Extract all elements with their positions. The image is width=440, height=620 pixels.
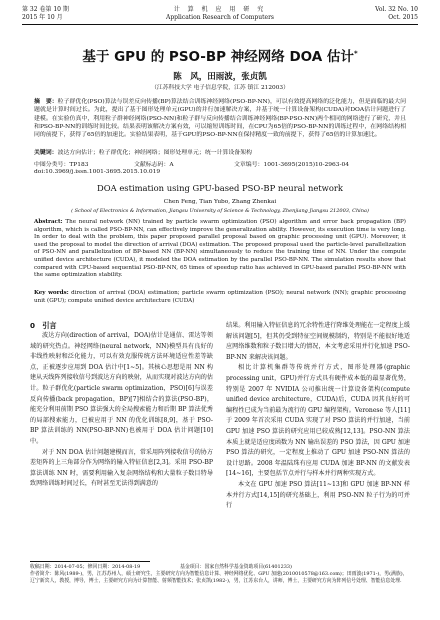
clc-number: 中图分类号：TP183 [34,162,89,168]
journal-header [22,6,418,28]
header-rule [22,24,418,25]
keywords-cn-text: 波达方向估计；粒子群优化；神经网络；图形处理单元；统一计算设备架构 [57,150,252,156]
paper-title-en: DOA estimation using GPU-based PSO-BP neural network [97,183,343,193]
abstract-en-text: The neural network (NN) trained by particle swarm optimization (PSO) algorithm and error back propagation (BP) algorithm, which is called PSO-BP-NN, can effectively improve the generalization ability. However, its execution time is very long. In order to deal with the problem, this paper proposed parallel proposal based on graphic processing unit (GPU). Moreover, it used the proposal to model the direction of arrival (DOA) estimation. The proposed proposal used the particle-level parallelization of PSO-NN and parallelization of BP-based NN (BP-NN) simultaneously to reduce the training time of NN. Under the compute unified device architecture (CUDA), it modeled the DOA estimation by the parallel PSO-BP-NN. The simulation results show that compared with CPU-based sequential PSO-BP-NN, 65 times of speedup ratio has achieved in GPU-based parallel PSO-BP-NN with the same optimization stability. [34,219,406,279]
received-date: 收稿日期：2014-07-05；修回日期：2014-08-19 [30,564,141,570]
abstract-cn-label: 摘 要： [34,98,58,105]
document-code: 文献标志码：A [134,162,174,168]
body-column-left [30,331,213,490]
keywords-cn-label: 关键词： [34,149,58,156]
author-bio: 作者简介：陈风(1989-)，男，江苏苏州人，硕士研究生，主要研究方向为智能信息计算、神经网络优化、GPU 加速(2010010578@163.com)；田雨波(1971-)，男(满族)，辽宁新宾人，教授，博导，博士，主要研究方向为计算智能、射频智能技术；张贞凯(1982-)，男，江苏东台人，讲师，博士，主要研究方向为阵列信号处理、智能信息处理. [30,571,408,584]
journal-name-en: Application Research of Computers [165,13,275,21]
journal-name [22,6,418,21]
body-paragraph: 对于 NN DOA 估计问题建模而言，常采用阵列接收信号的协方差矩阵的上三角部分作为网络的输入特征信息[2,3]。采用 PSO-BP 算法训练 NN 时，需要利用输入复杂网络结构和大量粒子数目特导致网络训练时间过长，有时甚至无法得到满意的 [30,448,213,488]
affiliation: （江苏科技大学 电子信息学院，江苏 镇江 212003） [151,85,289,91]
date-en: Oct. 2015 [388,13,418,21]
body-column-right [226,321,410,512]
keywords-en-label: Key words: [34,290,69,296]
authors-en: Chen Feng, Tian Yubo, Zhang Zhenkai [163,199,277,205]
footnote-meta [30,564,410,571]
abstract-cn [34,98,406,139]
body-paragraph: 结果。利用输入特征信息的冗余特性进行降维处理能在一定程度上缓解该问题[5]，但其仍受到特征空间规模制约，特别是不能很好地适应网络维数和粒子数目增大的情况，本文考虑采用并行化加速 PSO-BP-NN 来解决该问题。 [226,322,410,361]
paper-title [0,45,440,65]
abstract-en-label: Abstract: [34,219,63,225]
doi: doi:10.3969/j.issn.1001-3695.2015.10.019 [34,169,161,175]
body-paragraph: 相比计算机集群等传统并行方式，图形处理器(graphic processing unit，GPU)并行方式具有硬件成本低的最显著优势，特别是 2007 年 NVIDIA 公司推出统一计算设备架构(compute unified device architecture，CUDA)后，CUDA 因其良好的可编程性已成为当前最为流行的 GPU 编程架构。Veronese 等人[11]于 2009 年首次采用 CUDA 实现了对 PSO 算法的并行加速，当前 GPU 加速 PSO 算法的研究应用已较成熟[12,13]。PSO-NN 算法本质上就是适应度函数为 NN 输出误差的 PSO 算法，因 GPU 加速 PSO 算法的研究，一定程度上推动了 GPU 加速 PSO-NN 算法的设计思路。2008 年温陆珠有应用 CUDA 加速 BP-NN 的文献发表[14~16]，主要包括节点并行与样本并行两种实现方式。 [226,364,410,478]
abstract-cn-text: 粒子群优化(PSO)算法与误差反向传播(BP)算法结合训练神经网络(PSO-BP-NN)，可以有效提高网络的泛化能力，但是面临的最大问题就是计算时间过长。为此，提出了基于图形处理单元(GPU)的并行加速解决方案，并基于统一计算设备架构(CUDA)对DOA估计问题进行了建模。在实验仿真中，利用粒子群神经网络(PSO-NN)和粒子群与反向传播结合训练神经网络(BP-PSO-NN)两个相同的网络进行了研究，并且和PSO-BP-NN的训练时间比较。结果表明该解决方案有效，可以缩短训练时间，在CPU为65倍的PSO-BP-NN的训练过程中，在网络结构相同的前提下，获得了65倍的加速比。实验结果表明，基于GPU的PSO-BP-NN在保持精度一致的前提下，获得了65倍的计算加速比。 [34,99,407,139]
article-number: 文章编号：1001-3695(2015)10-2963-04 [234,162,349,168]
keywords-cn [34,149,406,157]
journal-name-cn: 计 算 机 应 用 研 究 [173,6,267,13]
keywords-en [34,290,406,305]
date-cn: 2015 年 10 月 [22,13,63,21]
authors: 陈 风，田雨波，张贞凯 [173,72,267,82]
section-heading: 0 引言 [30,321,57,330]
paper-title-text: 基于 GPU 的 PSO-BP 神经网络 DOA 估计 [82,49,354,65]
body-paragraph: 本文在 GPU 加速 PSO 算法[11~13]和 GPU 加速 BP-NN 样本并行方式[14,15]的研究基础上，利用 PSO-NN 粒子行为的可并行 [226,480,410,510]
volume-issue-cn: 第 32 卷第 10 期 [22,6,69,13]
abstract-en [34,219,406,280]
title-footnote-mark: * [353,49,358,58]
affiliation-en: ( School of Electronics & Information, Jiangsu University of Science & Technology, Zhenjiang Jiangsu 212003, China) [71,208,369,214]
issue-info-en [375,6,418,21]
classification-line [34,159,406,167]
keywords-en-text: direction of arrival (DOA) estimation; particle swarm optimization (PSO); neural network (NN); graphic processing unit (GPU); compute unified device architecture (CUDA) [34,290,406,304]
fund-info: 基金项目：国家自然科学基金资助项目(61401233) [180,564,292,570]
footnote-rule [30,561,150,562]
body-paragraph: 波达方向(direction of arrival，DOA)估计是通信、雷达等领域的研究热点。神经网络(neural network，NN)模型具有良好的非线性映射和泛化能力，可以有效克服传统方法环境适应性差等缺点，正被逐步应用到 DOA 估计中[1~5]。其核心思想是用 NN 构建从天线阵列接收信号到波达方向的映射，从而实现对波达方向的估计。粒子群优化(particle swarm optimization，PSO)[6]与误差反向传播(back propagation，BP)[7]相结合的算法(PSO-BP)，能充分利用前期 PSO 算法强大的全局搜索能力和后期 BP 算法优秀的局部搜索能力，已被应用于 NN 的优化训练[8,9]，基于 PSO-BP 算法训练的 NN(PSO-BP-NN)也被用于 DOA 估计问题[10]中。 [30,332,213,445]
volume-issue-en: Vol. 32 No. 10 [375,6,418,13]
footnote [30,564,410,584]
